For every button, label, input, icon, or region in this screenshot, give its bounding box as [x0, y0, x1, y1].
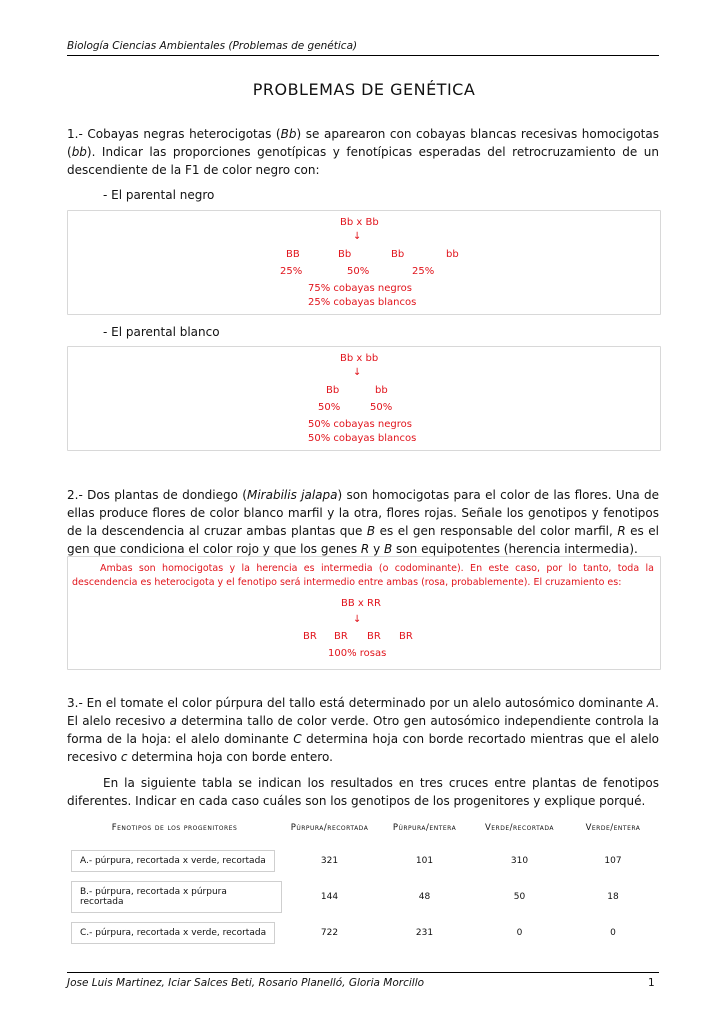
- table-header: Púrpura/entera: [392, 823, 457, 833]
- percentage: 25%: [412, 266, 435, 277]
- table-cell: 310: [510, 856, 529, 866]
- cross-label: BB x RR: [341, 598, 381, 609]
- genotype: BR: [367, 631, 381, 642]
- table-cell: 48: [418, 892, 431, 902]
- table-cell: 144: [320, 892, 339, 902]
- row-label: B.- púrpura, recortada x púrpura recortada: [71, 881, 282, 913]
- results-table: [67, 813, 659, 951]
- genotype: BR: [303, 631, 317, 642]
- table-header: Fenotipos de los progenitores: [111, 823, 238, 833]
- result-line: 100% rosas: [328, 648, 387, 659]
- percentage: 50%: [318, 402, 341, 413]
- percentage: 50%: [370, 402, 393, 413]
- problem-1-text: 1.- Cobayas negras heterocigotas (Bb) se aparearon con cobayas blancas recesivas homocigotas (bb). Indicar las proporciones genotípicas y fenotípicas esperadas del retrocruzamiento de un descendiente de la F1 de color negro con:: [67, 127, 659, 177]
- result-line: 50% cobayas blancos: [308, 433, 417, 444]
- problem-1-sub-blanco: - El parental blanco: [103, 325, 220, 339]
- genotype: bb: [446, 249, 459, 260]
- table-cell: 18: [607, 892, 619, 902]
- result-line: 75% cobayas negros: [308, 283, 412, 294]
- footer-authors: Jose Luis Martinez, Iciar Salces Beti, Rosario Planelló, Gloria Morcillo: [67, 977, 425, 989]
- row-label: C.- púrpura, recortada x verde, recortada: [71, 922, 275, 944]
- percentage: 25%: [280, 266, 303, 277]
- table-cell: 722: [320, 928, 339, 938]
- cross-label: Bb x bb: [340, 353, 379, 364]
- problem-1-sub-negro: - El parental negro: [103, 188, 215, 202]
- table-cell: 107: [604, 856, 622, 866]
- explanation-text: Ambas son homocigotas y la herencia es intermedia (o codominante). En este caso, por lo tanto, toda la descendencia es heterocigota y el fenotipo será intermedio entre ambas (rosa, probablemente). El cruzamiento es:: [72, 563, 654, 588]
- result-line: 50% cobayas negros: [308, 419, 412, 430]
- problem-2-text: 2.- Dos plantas de dondiego (Mirabilis jalapa) son homocigotas para el color de las flores. Una de ellas produce flores de color blanco marfil y la otra, flores rojas. Señale los genotipos y fenotipos de la descendencia al cruzar ambas plantas que B es el gen responsable del color marfil, R es el gen que condiciona el color rojo y que los genes R y B son equipotentes (herencia intermedia).: [67, 488, 660, 556]
- arrow-icon: ↓: [353, 367, 362, 378]
- genotype: Bb: [326, 385, 340, 396]
- arrow-icon: ↓: [353, 231, 362, 242]
- percentage: 50%: [347, 266, 370, 277]
- page-number: 1: [648, 977, 655, 989]
- table-cell: 231: [415, 928, 434, 938]
- page-title: PROBLEMAS DE GENÉTICA: [252, 80, 476, 99]
- result-line: 25% cobayas blancos: [308, 297, 417, 308]
- table-cell: 101: [415, 856, 434, 866]
- footer-rule: [67, 972, 659, 973]
- answer-box-3: [67, 556, 661, 670]
- table-row: [67, 879, 659, 915]
- row-label: A.- púrpura, recortada x verde, recortada: [71, 850, 275, 872]
- table-header: Púrpura/recortada: [290, 823, 369, 833]
- table-cell: 0: [516, 928, 523, 938]
- problem-3-text: 3.- En el tomate el color púrpura del tallo está determinado por un alelo autosómico dominante A. El alelo recesivo a determina tallo de color verde. Otro gen autosómico independiente controla la forma de la hoja: el alelo dominante C determina hoja con borde recortado mientras que el alelo recesivo c determina hoja con borde entero.: [67, 696, 659, 764]
- genotype: BB: [286, 249, 300, 260]
- table-header: Verde/recortada: [484, 823, 555, 833]
- genotype: bb: [375, 385, 388, 396]
- genotype: BR: [334, 631, 348, 642]
- running-header: Biología Ciencias Ambientales (Problemas de genética): [67, 40, 358, 52]
- answer-box-2: [67, 346, 661, 451]
- answer-box-1: [67, 210, 661, 315]
- cross-label: Bb x Bb: [340, 217, 379, 228]
- genotype: Bb: [391, 249, 405, 260]
- genotype: BR: [399, 631, 413, 642]
- table-row: [67, 843, 659, 879]
- genotype: Bb: [338, 249, 352, 260]
- table-header: Verde/entera: [585, 823, 641, 833]
- table-row: [67, 915, 659, 951]
- table-cell: 321: [320, 856, 339, 866]
- problem-3-instructions: En la siguiente tabla se indican los resultados en tres cruces entre plantas de fenotipos diferentes. Indicar en cada caso cuáles son los genotipos de los progenitores y explique porqué.: [67, 776, 659, 808]
- table-cell: 0: [610, 928, 616, 938]
- table-cell: 50: [513, 892, 526, 902]
- header-rule: [67, 55, 659, 56]
- table-header-row: [67, 813, 659, 843]
- arrow-icon: ↓: [353, 614, 362, 625]
